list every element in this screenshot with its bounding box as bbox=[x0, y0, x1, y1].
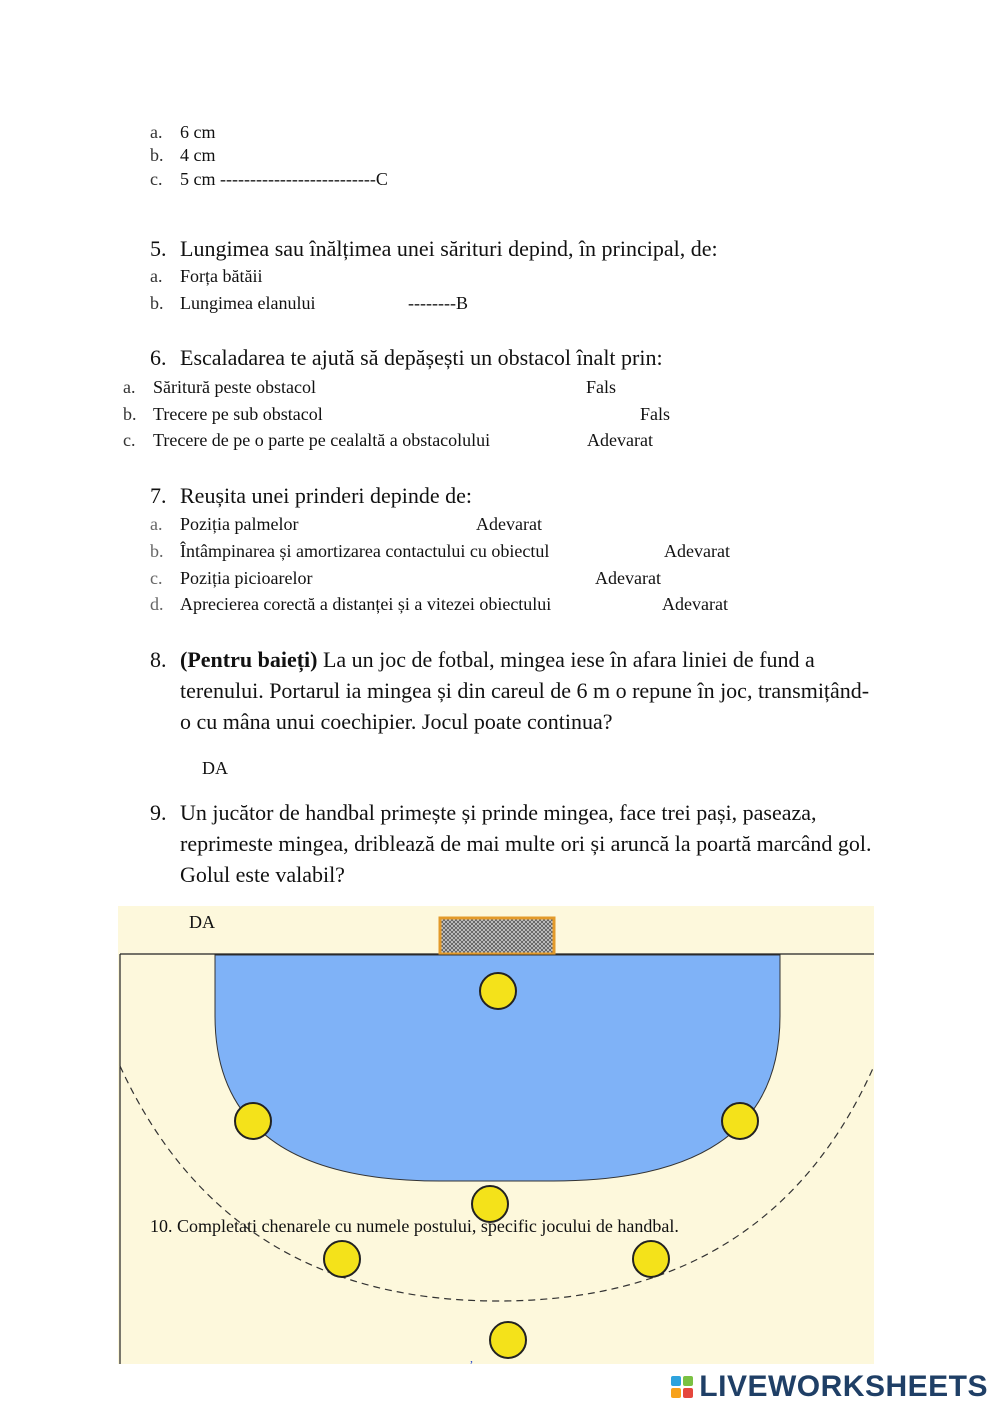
q5-answer[interactable]: --------B bbox=[408, 293, 468, 313]
option-letter: c. bbox=[123, 430, 136, 450]
option-text: 6 cm bbox=[180, 122, 216, 142]
option-text: Poziția picioarelor bbox=[180, 568, 313, 588]
question-number: 7. bbox=[150, 483, 167, 508]
option-letter: c. bbox=[150, 169, 163, 189]
option-letter: a. bbox=[150, 266, 163, 286]
player-goalkeeper[interactable] bbox=[480, 973, 516, 1009]
q4-option-c bbox=[150, 168, 388, 190]
option-text: Poziția palmelor bbox=[180, 514, 299, 534]
q6-option-c bbox=[123, 429, 490, 451]
q8-number bbox=[150, 644, 180, 675]
option-text: Aprecierea corectă a distanței și a vitezei obiectului bbox=[180, 594, 552, 614]
player-center-back[interactable] bbox=[490, 1322, 526, 1358]
q4-option-a bbox=[150, 121, 216, 143]
q6-answer-a[interactable]: Fals bbox=[586, 377, 617, 397]
q5-option-b bbox=[150, 292, 315, 314]
option-letter: b. bbox=[150, 293, 164, 313]
q7-answer-a[interactable]: Adevarat bbox=[476, 514, 542, 534]
option-text: Întâmpinarea și amortizarea contactului cu obiectul bbox=[180, 541, 550, 561]
player-right-wing[interactable] bbox=[722, 1103, 758, 1139]
player-left-back[interactable] bbox=[324, 1241, 360, 1277]
q6-answer-b[interactable]: Fals bbox=[640, 404, 671, 424]
q7-option-a bbox=[150, 513, 298, 535]
question-number: 9. bbox=[150, 800, 167, 825]
liveworksheets-logo-icon bbox=[671, 1376, 693, 1398]
liveworksheets-logo bbox=[671, 1370, 988, 1404]
player-right-back[interactable] bbox=[633, 1241, 669, 1277]
question-bold-prefix: (Pentru baieți) bbox=[180, 647, 318, 672]
q7-answer-b[interactable]: Adevarat bbox=[664, 541, 730, 561]
q10-instruction: 10. Completati chenarele cu numele postului, specific jocului de handbal. bbox=[150, 1216, 679, 1236]
q8-question bbox=[180, 644, 880, 737]
q7-answer-c[interactable]: Adevarat bbox=[595, 568, 661, 588]
question-text: Lungimea sau înălțimea unei sărituri depind, în principal, de: bbox=[180, 236, 718, 261]
q5-question bbox=[150, 233, 850, 264]
question-text: Escaladarea te ajută să depășești un obstacol înalt prin: bbox=[180, 345, 663, 370]
player-left-wing[interactable] bbox=[235, 1103, 271, 1139]
q7-option-c bbox=[150, 567, 312, 589]
q7-option-b bbox=[150, 540, 549, 562]
q6-option-a bbox=[123, 376, 316, 398]
goal-net bbox=[440, 918, 554, 954]
option-letter: b. bbox=[150, 541, 164, 561]
q8-answer[interactable]: DA bbox=[202, 758, 228, 778]
question-number: 8. bbox=[150, 647, 167, 672]
q6-option-b bbox=[123, 403, 323, 425]
option-text: Trecere pe sub obstacol bbox=[153, 404, 323, 424]
option-letter: c. bbox=[150, 568, 163, 588]
question-text: Reușita unei prinderi depinde de: bbox=[180, 483, 473, 508]
q5-option-a bbox=[150, 265, 262, 287]
q9-question: Un jucător de handbal primește și prinde mingea, face trei pași, paseaza, reprimeste mingea, driblează de mai multe ori și aruncă la poartă marcând gol. Golul este valabil? bbox=[180, 800, 872, 887]
q9-answer[interactable]: DA bbox=[189, 912, 215, 932]
q4-option-b bbox=[150, 144, 216, 166]
option-letter: b. bbox=[150, 145, 164, 165]
q7-answer-d[interactable]: Adevarat bbox=[662, 594, 728, 614]
option-text: 5 cm --------------------------C bbox=[180, 169, 388, 189]
question-number: 5. bbox=[150, 236, 167, 261]
option-letter: a. bbox=[123, 377, 136, 397]
cursor-mark: , bbox=[470, 1351, 473, 1364]
q7-option-d bbox=[150, 593, 551, 615]
option-text: 4 cm bbox=[180, 145, 216, 165]
question-number: 6. bbox=[150, 345, 167, 370]
option-text: Trecere de pe o parte pe cealaltă a obstacolului bbox=[153, 430, 491, 450]
option-text: Săritură peste obstacol bbox=[153, 377, 316, 397]
q6-answer-c[interactable]: Adevarat bbox=[587, 430, 653, 450]
handball-court-diagram bbox=[118, 906, 874, 1364]
option-text: Forța bătăii bbox=[180, 266, 263, 286]
option-letter: a. bbox=[150, 122, 163, 142]
q9-number bbox=[150, 797, 180, 828]
brand-name: LIVEWORKSHEETS bbox=[699, 1370, 988, 1403]
option-letter: a. bbox=[150, 514, 163, 534]
question-text: La un joc de fotbal, mingea iese în afara liniei de fund a terenului. Portarul ia mingea și din careul de 6 m o repune în joc, transmițând-o cu mâna unui coechipier. Jocul poate continua? bbox=[180, 647, 870, 734]
q7-question bbox=[150, 480, 850, 511]
option-letter: d. bbox=[150, 594, 164, 614]
option-text: Lungimea elanului bbox=[180, 293, 316, 313]
q6-question bbox=[150, 342, 850, 373]
option-letter: b. bbox=[123, 404, 137, 424]
